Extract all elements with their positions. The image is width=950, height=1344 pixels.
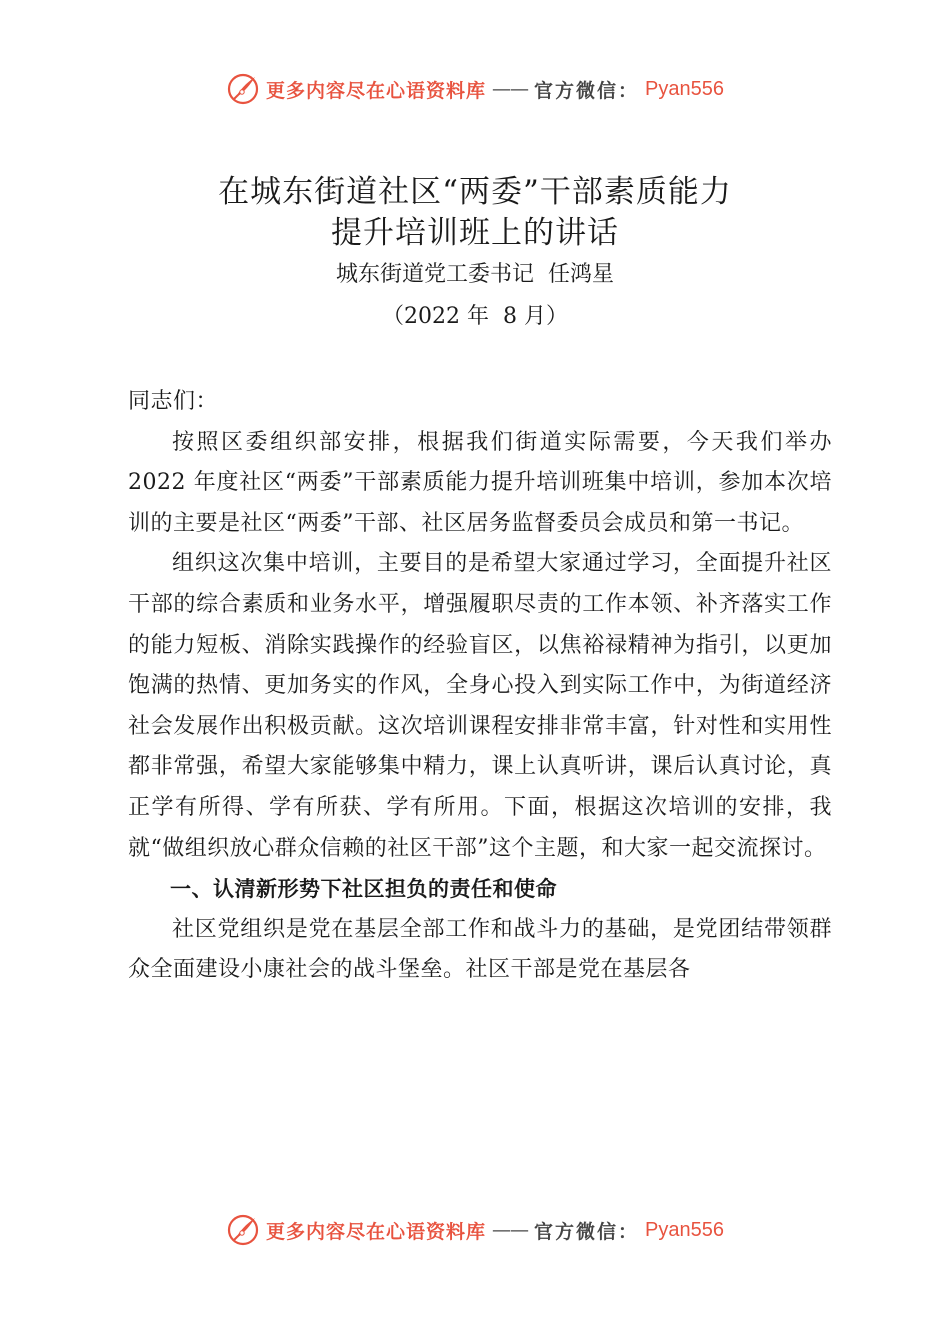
paragraph: 组织这次集中培训，主要目的是希望大家通过学习，全面提升社区干部的综合素质和业务水平，增强履职尽责的工作本领、补齐落实工作的能力短板、消除实践操作的经验盲区，以焦裕禄精神为指引，以更加饱满的热情、更加务实的作风，全身心投入到实际工作中，为街道经济社会发展作出积极贡献。这次培训课程安排非常丰富，针对性和实用性都非常强，希望大家能够集中精力，课上认真听讲，课后认真讨论，真正学有所得、学有所获、学有所用。下面，根据这次培训的安排，我就“做组织放心群众信赖的社区干部”这个主题，和大家一起交流探讨。 [128, 551, 832, 861]
footer-banner [0, 1213, 950, 1247]
banner-wechat-id: Pyan556 [645, 1218, 724, 1241]
header-banner [0, 72, 950, 106]
banner-brand-text: 更多内容尽在心语资料库 [266, 79, 487, 102]
date-line: （2022 年 8 月） [382, 304, 568, 329]
quill-pen-logo-icon [226, 1213, 260, 1247]
author-line: 城东街道党工委书记 任鸿星 [336, 262, 614, 287]
paragraph: 按照区委组织部安排，根据我们街道实际需要，今天我们举办 2022 年度社区“两委”干部素质能力提升培训班集中培训，参加本次培训的主要是社区“两委”干部、社区居务监督委员会成员和第一书记。 [128, 429, 832, 536]
banner-dash: —— [492, 78, 529, 100]
document-title-line-2: 提升培训班上的讲话 [331, 215, 619, 251]
banner-brand-text: 更多内容尽在心语资料库 [266, 1220, 487, 1243]
paragraph: 社区党组织是党在基层全部工作和战斗力的基础，是党团结带领群众全面建设小康社会的战斗堡垒。社区干部是党在基层各 [128, 916, 832, 983]
banner-wechat-id: Pyan556 [645, 77, 724, 100]
document-body [128, 382, 832, 991]
quill-pen-logo-icon [226, 72, 260, 106]
banner-dash: —— [492, 1219, 529, 1241]
banner-wechat-label: 官方微信： [534, 79, 640, 102]
salutation: 同志们： [128, 389, 219, 414]
banner-wechat-label: 官方微信： [534, 1220, 640, 1243]
section-heading: 一、认清新形势下社区担负的责任和使命 [170, 877, 557, 902]
document-title-line-1: 在城东街道社区“两委”干部素质能力 [218, 174, 732, 210]
